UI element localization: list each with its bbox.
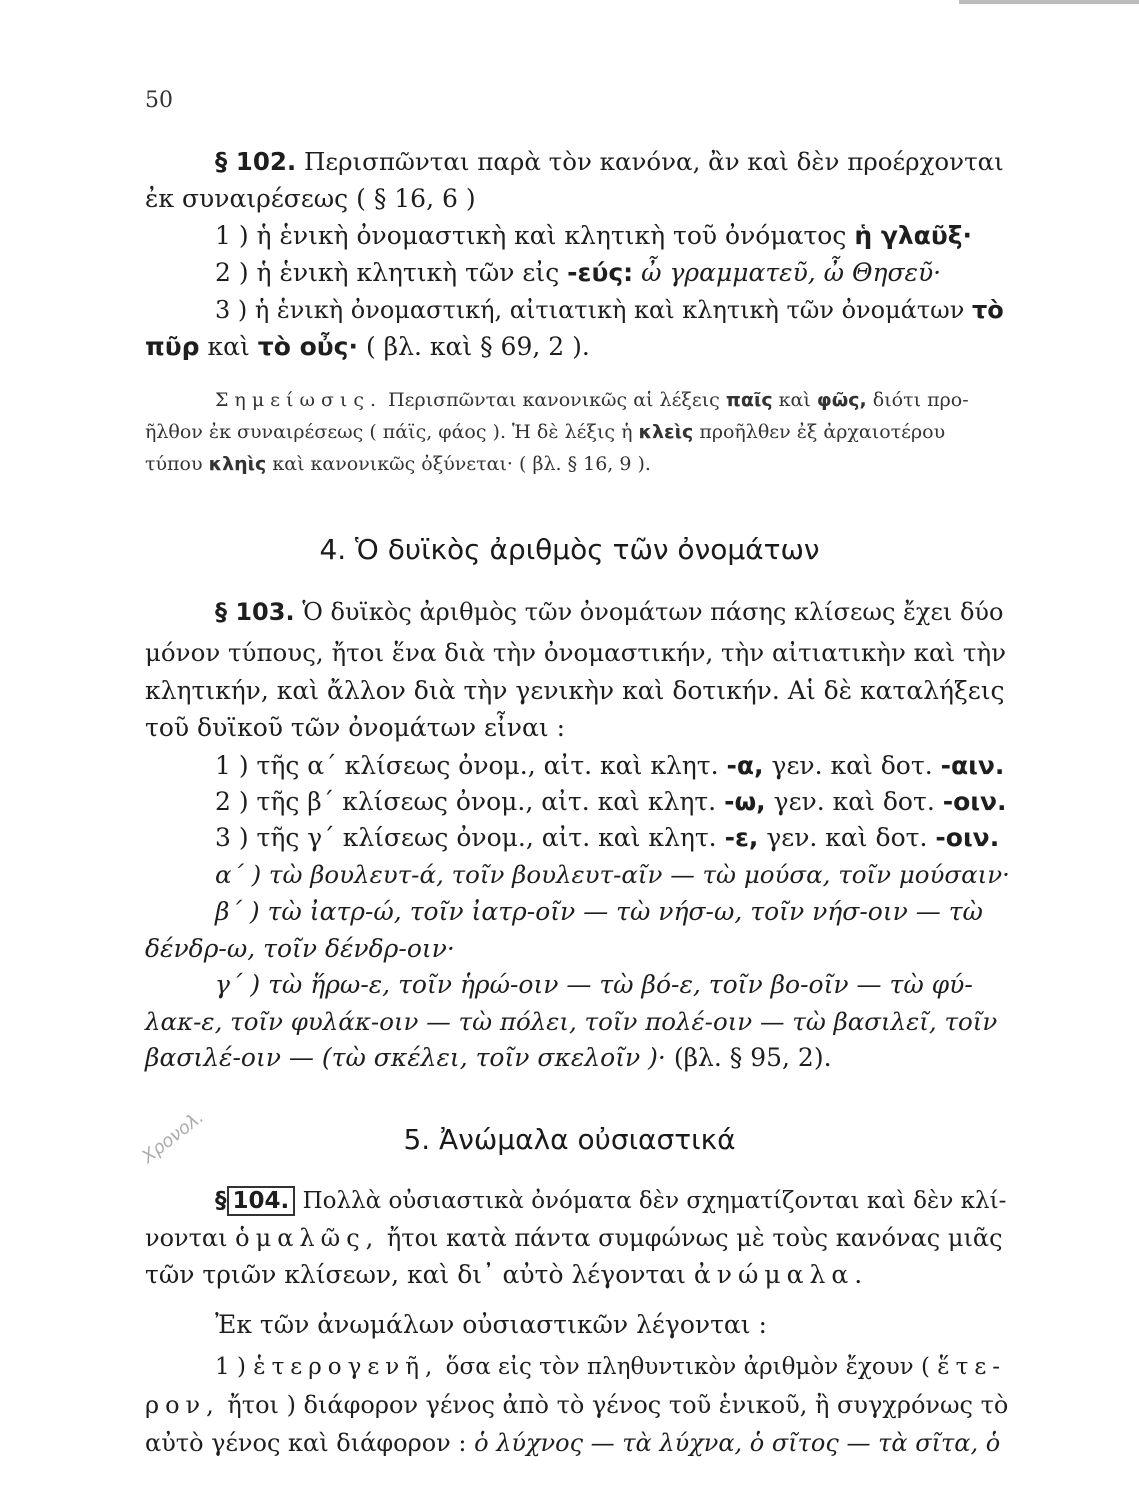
handwritten-annotation: Χρονολ.: [138, 1106, 208, 1168]
p103-row-2: 2 ) τῆς β΄ κλίσεως ὀνομ., αἰτ. καὶ κλητ. -ω, γεν. καὶ δοτ. -οιν.: [215, 787, 1007, 816]
p103-example-5: λακ-ε, τοῖν φυλάκ-οιν — τὼ πόλει, τοῖν πολέ-οιν — τὼ βασιλεῖ, τοῖν: [145, 1007, 998, 1036]
note-line-1: Σημείωσις. Περισπῶνται κανονικῶς αἱ λέξεις παῖς καὶ φῶς, διότι προ-: [215, 389, 969, 411]
p103-line-3: κλητικήν, καὶ ἄλλον διὰ τὴν γενικὴν καὶ δοτικήν. Αἱ δὲ καταλήξεις: [145, 676, 1005, 705]
p104-line-7: αὐτὸ γένος καὶ διάφορον : ὁ λύχνος — τὰ λύχνα, ὁ σῖτος — τὰ σῖτα, ὁ: [145, 1429, 1001, 1457]
p102-item-1: 1 ) ἡ ἑνικὴ ὀνομαστικὴ καὶ κλητικὴ τοῦ ὀνόματος ἡ γλαῦξ·: [215, 221, 972, 250]
p104-line-2: νονται ὁμαλῶς, ἤτοι κατὰ πάντα συμφώνως μὲ τοὺς κανόνας μιᾶς: [145, 1224, 1003, 1252]
p102-item-2: 2 ) ἡ ἑνικὴ κλητικὴ τῶν εἰς -εύς: ὦ γραμματεῦ, ὦ Θησεῦ·: [215, 258, 942, 287]
p104-line-6: ρον, ἤτοι ) διάφορον γένος ἀπὸ τὸ γένος τοῦ ἑνικοῦ, ἢ συγχρόνως τὸ: [145, 1391, 1009, 1419]
p104-line-5: 1 ) ἑτερογενῆ, ὅσα εἰς τὸν πληθυντικὸν ἀριθμὸν ἔχουν ( ἕτε-: [215, 1354, 1007, 1380]
p104-line-1: § 104. Πολλὰ οὐσιαστικὰ ὀνόματα δὲν σχηματίζονται καὶ δὲν κλί-: [215, 1188, 1007, 1214]
p103-example-2: β΄ ) τὼ ἰατρ-ώ, τοῖν ἰατρ-οῖν — τὼ νήσ-ω, τοῖν νήσ-οιν — τὼ: [215, 897, 983, 926]
p102-item-3-cont: πῦρ καὶ τὸ οὖς· ( βλ. καὶ § 69, 2 ).: [145, 332, 590, 361]
p103-row-3: 3 ) τῆς γ΄ κλίσεως ὀνομ., αἰτ. καὶ κλητ. -ε, γεν. καὶ δοτ. -οιν.: [215, 823, 1000, 852]
p104-line-3: τῶν τριῶν κλίσεων, καὶ δι᾽ αὐτὸ λέγονται ἀνώμαλα.: [145, 1260, 869, 1289]
p103-line-2: μόνον τύπους, ἤτοι ἕνα διὰ τὴν ὀνομαστικήν, τὴν αἰτιατικὴν καὶ τὴν: [145, 638, 1007, 667]
p103-line-1: § 103. Ὁ δυϊκὸς ἀριθμὸς τῶν ὀνομάτων πάσης κλίσεως ἔχει δύο: [215, 598, 1004, 626]
boxed-section-number: 104.: [227, 1186, 296, 1216]
section-heading-5: 5. Ἀνώμαλα οὐσιαστικά: [403, 1123, 736, 1156]
p102-line-1: § 102. Περισπῶνται παρὰ τὸν κανόνα, ἂν καὶ δὲν προέρχονται: [215, 147, 1004, 176]
p102-item-3: 3 ) ἡ ἑνικὴ ὀνομαστική, αἰτιατικὴ καὶ κλητικὴ τῶν ὀνομάτων τὸ: [215, 296, 1004, 324]
page-number: 50: [145, 88, 173, 113]
p103-example-3: δένδρ-ω, τοῖν δένδρ-οιν·: [145, 934, 455, 963]
scan-edge-shadow: [959, 0, 1139, 4]
p104-line-4: Ἐκ τῶν ἀνωμάλων οὐσιαστικῶν λέγονται :: [215, 1310, 767, 1339]
p103-example-6: βασιλέ-οιν — (τὼ σκέλει, τοῖν σκελοῖν )· (βλ. § 95, 2).: [145, 1043, 832, 1072]
p102-line-2: ἐκ συναιρέσεως ( § 16, 6 ): [145, 184, 476, 213]
p103-row-1: 1 ) τῆς α΄ κλίσεως ὀνομ., αἰτ. καὶ κλητ. -α, γεν. καὶ δοτ. -αιν.: [215, 751, 1005, 780]
note-line-2: ῆλθον ἐκ συναιρέσεως ( πάϊς, φάος ). Ἡ δὲ λέξις ἡ κλεὶς προῆλθεν ἐξ ἀρχαιοτέρου: [145, 421, 946, 443]
p103-example-1: α΄ ) τὼ βουλευτ-ά, τοῖν βουλευτ-αῖν — τὼ μούσα, τοῖν μούσαιν·: [215, 860, 1010, 889]
note-line-3: τύπου κληὶς καὶ κανονικῶς ὀξύνεται· ( βλ. § 16, 9 ).: [145, 453, 651, 475]
p103-example-4: γ΄ ) τὼ ἥρω-ε, τοῖν ἡρώ-οιν — τὼ βό-ε, τοῖν βο-οῖν — τὼ φύ-: [215, 970, 973, 999]
p103-line-4: τοῦ δυϊκοῦ τῶν ὀνομάτων εἶναι :: [145, 713, 566, 742]
section-heading-4: 4. Ὁ δυϊκὸς ἀριθμὸς τῶν ὀνομάτων: [319, 533, 820, 566]
